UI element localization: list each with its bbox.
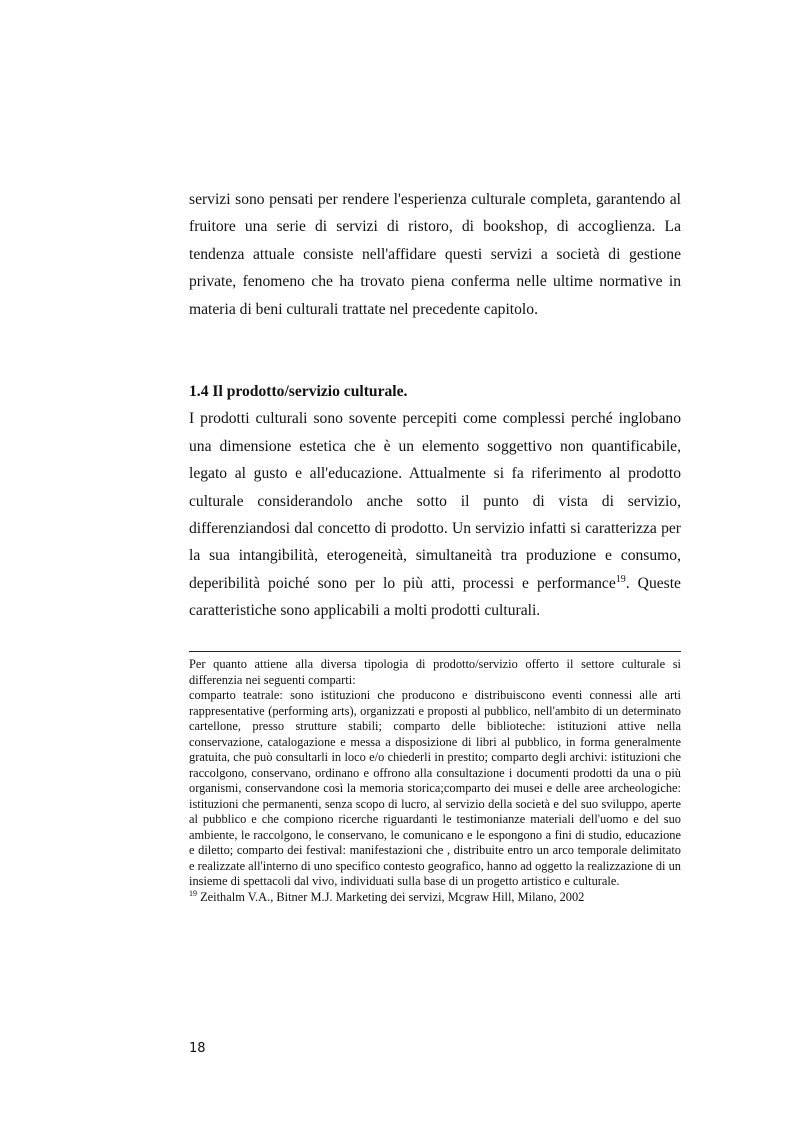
section-1-4	[189, 378, 681, 625]
footnote-separator	[189, 651, 681, 652]
footnote-19-text: Zeithalm V.A., Bitner M.J. Marketing dei servizi, Mcgraw Hill, Milano, 2002	[197, 889, 585, 904]
section-text-after-ref: . Queste caratteristiche sono applicabili a molti prodotti culturali.	[189, 574, 681, 620]
footnote-19	[189, 890, 681, 906]
section-text-before-ref: I prodotti culturali sono sovente percepiti come complessi perché inglobano una dimensione estetica che è un elemento soggettivo non quantificabile, legato al gusto e all'educazione. Attualmente si fa riferimento al prodotto culturale considerandolo anche sotto il punto di vista di servizio, differenziandosi dal concetto di prodotto. Un servizio infatti si caratterizza per la sua intangibilità, eterogeneità, simultaneità tra produzione e consumo, deperibilità poiché sono per lo più atti, processi e performance	[189, 410, 681, 592]
footnote-body: comparto teatrale: sono istituzioni che producono e distribuiscono eventi connessi alle arti rappresentative (performing arts), organizzati e proposti al pubblico, nell'ambito di un determinato cartellone, presso strutture stabili; comparto delle biblioteche: istituzioni attive nella conservazione, catalogazione e messa a disposizione di libri al pubblico, in forma generalmente gratuita, che può consultarli in loco e/o chiederli in prestito; comparto degli archivi: istituzioni che raccolgono, conservano, ordinano e offrono alla consultazione i documenti prodotti da una o più organismi, conservandone così la memoria storica;comparto dei musei e delle aree archeologiche: istituzioni che permanenti, senza scopo di lucro, al servizio della società e del suo sviluppo, aperte al pubblico e che compiono ricerche riguardanti le testimonianze materiali dell'uomo e del suo ambiente, le raccolgono, le conservano, le comunicano e le espongono a fini di studio, educazione e diletto; comparto dei festival: manifestazioni che , distribuite entro un arco temporale delimitato e realizzate all'interno di uno specifico contesto geografico, hanno ad oggetto la realizzazione di un insieme di spettacoli dal vivo, individuati sulla base di un progetto artistico e culturale.	[189, 688, 681, 888]
footnotes	[189, 657, 681, 905]
footnote-reference[interactable]: 19	[615, 573, 626, 585]
section-paragraph	[189, 405, 681, 624]
paragraph-text: servizi sono pensati per rendere l'esperienza culturale completa, garantendo al fruitore una serie di servizi di ristoro, di bookshop, di accoglienza. La tendenza attuale consiste nell'affidare questi servizi a società di gestione private, fenomeno che ha trovato piena conferma nelle ultime normative in materia di beni culturali trattate nel precedente capitolo.	[189, 191, 681, 318]
footnote-intro: Per quanto attiene alla diversa tipologia di prodotto/servizio offerto il settore culturale si differenzia nei seguenti comparti:	[189, 657, 681, 687]
body-paragraph	[189, 186, 681, 323]
footnote-19-number: 19	[189, 888, 197, 898]
page-number: 18	[189, 1041, 206, 1056]
section-heading: 1.4 Il prodotto/servizio culturale.	[189, 383, 408, 400]
